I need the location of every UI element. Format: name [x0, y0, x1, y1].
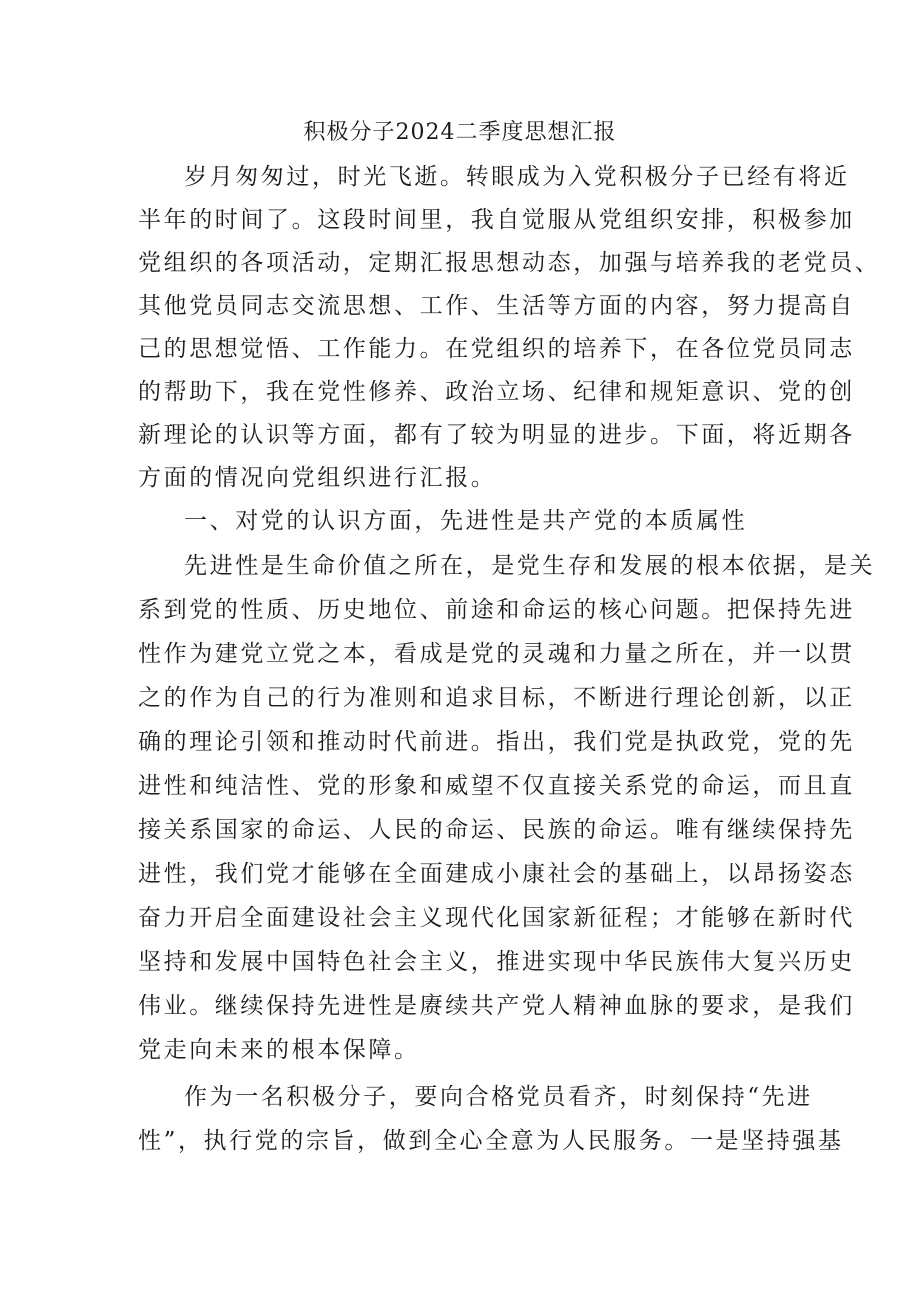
- paragraph-line: 性”，执行党的宗旨，做到全心全意为人民服务。一是坚持强基: [138, 1128, 844, 1154]
- paragraph-line: 的帮助下，我在党性修养、政治立场、纪律和规矩意识、党的创: [138, 379, 855, 405]
- paragraph-line: 半年的时间了。这段时间里，我自觉服从党组织安排，积极参加: [138, 207, 855, 233]
- paragraph-line: 伟业。继续保持先进性是赓续共产党人精神血脉的要求，是我们: [138, 993, 855, 1019]
- paragraph-line: 作为一名积极分子，要向合格党员看齐，时刻保持“先进: [184, 1084, 813, 1110]
- paragraph-line: 坚持和发展中国特色社会主义，推进实现中华民族伟大复兴历史: [138, 949, 855, 975]
- paragraph-line: 进性，我们党才能够在全面建成小康社会的基础上，以昂扬姿态: [138, 861, 855, 887]
- paragraph-line: 奋力开启全面建设社会主义现代化国家新征程；才能够在新时代: [138, 905, 855, 931]
- paragraph-line: 党组织的各项活动，定期汇报思想动态，加强与培养我的老党员、: [138, 250, 881, 276]
- paragraph-line: 接关系国家的命运、人民的命运、民族的命运。唯有继续保持先: [138, 817, 855, 843]
- paragraph-line: 先进性是生命价值之所在，是党生存和发展的根本依据，是关: [184, 553, 876, 579]
- paragraph-line: 性作为建党立党之本，看成是党的灵魂和力量之所在，并一以贯: [138, 641, 855, 667]
- paragraph-line: 己的思想觉悟、工作能力。在党组织的培养下，在各位党员同志: [138, 336, 855, 362]
- paragraph-line: 新理论的认识等方面，都有了较为明显的进步。下面，将近期各: [138, 422, 855, 448]
- paragraph-line: 党走向未来的根本保障。: [138, 1037, 420, 1063]
- paragraph-line: 其他党员同志交流思想、工作、生活等方面的内容，努力提高自: [138, 293, 855, 319]
- section-heading: 一、对党的认识方面，先进性是共产党的本质属性: [184, 508, 748, 534]
- paragraph-line: 方面的情况向党组织进行汇报。: [138, 465, 497, 491]
- paragraph-line: 系到党的性质、历史地位、前途和命运的核心问题。把保持先进: [138, 597, 855, 623]
- paragraph-line: 确的理论引领和推动时代前进。指出，我们党是执政党，党的先: [138, 729, 855, 755]
- document-title: 积极分子2024二季度思想汇报: [303, 120, 617, 145]
- paragraph-line: 之的作为自己的行为准则和追求目标，不断进行理论创新，以正: [138, 685, 855, 711]
- paragraph-line: 岁月匆匆过，时光飞逝。转眼成为入党积极分子已经有将近: [184, 164, 850, 190]
- paragraph-line: 进性和纯洁性、党的形象和威望不仅直接关系党的命运，而且直: [138, 773, 855, 799]
